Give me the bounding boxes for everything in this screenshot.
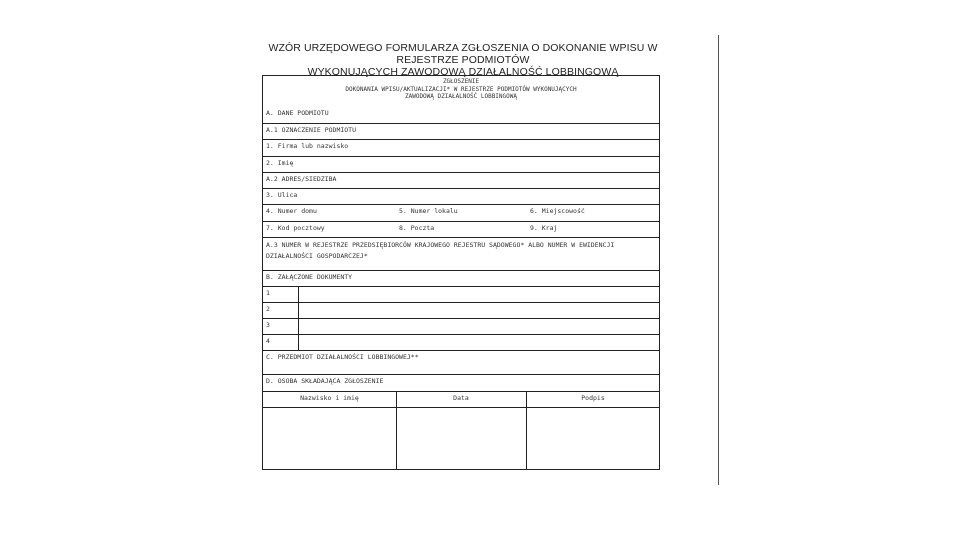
signature-divider-2 xyxy=(526,391,527,470)
doc-row[interactable] xyxy=(263,334,659,345)
a1-label: A.1 OZNACZENIE PODMIOTU xyxy=(266,126,357,134)
doc-row[interactable] xyxy=(263,302,659,313)
document-title xyxy=(243,42,683,78)
a3-label-line2: DZIAŁALNOŚCI GOSPODARCZEJ* xyxy=(266,252,368,260)
form-header-line3: ZAWODOWĄ DZIAŁALNOŚĆ LOBBINGOWĄ xyxy=(405,93,517,100)
row-signature-fields xyxy=(263,407,659,408)
col-date-header: Data xyxy=(453,394,469,402)
row-signature-headers xyxy=(263,391,659,402)
signature-divider-1 xyxy=(396,391,397,470)
document-title-line2: WYKONUJĄCYCH ZAWODOWĄ DZIAŁALNOŚĆ LOBBINGOWĄ xyxy=(307,66,619,78)
section-b-label: B. ZAŁĄCZONE DOKUMENTY xyxy=(266,273,353,281)
city-field[interactable]: 6. Miejscowość xyxy=(530,207,585,215)
section-c-label: C. PRZEDMIOT DZIAŁALNOŚCI LOBBINGOWEJ** xyxy=(266,353,419,361)
section-a-label: A. DANE PODMIOTU xyxy=(266,109,329,117)
street-field: 3. Ulica xyxy=(266,191,298,199)
doc-number-divider xyxy=(298,286,299,350)
row-firm-name[interactable] xyxy=(263,139,659,150)
a3-label-line1: A.3 NUMER W REJESTRZE PRZEDSIĘBIORCÓW KRAJOWEGO REJESTRU SĄDOWEGO* ALBO NUMER W EWIDENCJI xyxy=(266,241,615,249)
doc-number-1: 1 xyxy=(266,289,270,297)
row-street[interactable] xyxy=(263,188,659,199)
firm-name-field: 1. Firma lub nazwisko xyxy=(266,142,349,150)
row-section-d xyxy=(263,374,659,385)
row-first-name[interactable] xyxy=(263,156,659,167)
form-header-line1: ZGŁOSZENIE xyxy=(442,78,480,85)
row-a2 xyxy=(263,172,659,183)
house-number-field[interactable]: 4. Numer domu xyxy=(266,207,317,215)
row-a3[interactable] xyxy=(263,237,659,260)
doc-number-4: 4 xyxy=(266,337,270,345)
a3-label xyxy=(266,240,614,262)
doc-row[interactable] xyxy=(263,318,659,329)
country-field[interactable]: 9. Kraj xyxy=(530,224,558,232)
row-a1 xyxy=(263,123,659,134)
row-section-c[interactable] xyxy=(263,350,659,361)
post-office-field[interactable]: 8. Poczta xyxy=(399,224,435,232)
first-name-field: 2. Imię xyxy=(266,159,294,167)
document-title-line1: WZÓR URZĘDOWEGO FORMULARZA ZGŁOSZENIA O DOKONANIE WPISU W REJESTRZE PODMIOTÓW xyxy=(268,42,658,66)
date-signature-box[interactable] xyxy=(398,409,525,469)
section-d-label: D. OSOBA SKŁADAJĄCA ZGŁOSZENIE xyxy=(266,377,384,385)
a2-label: A.2 ADRES/SIEDZIBA xyxy=(266,175,337,183)
unit-number-field[interactable]: 5. Numer lokalu xyxy=(399,207,458,215)
doc-row[interactable] xyxy=(263,286,659,297)
row-address-numbers xyxy=(263,204,659,215)
col-sign-header: Podpis xyxy=(581,394,605,402)
registration-form xyxy=(262,75,660,470)
signature-box[interactable] xyxy=(528,409,659,469)
form-header-line2: DOKONANIA WPISU/AKTUALIZACJI* W REJESTRZE PODMIOTÓW WYKONUJĄCYCH xyxy=(345,85,577,93)
col-name-header: Nazwisko i imię xyxy=(300,394,359,402)
form-header xyxy=(263,78,659,101)
doc-number-3: 3 xyxy=(266,321,270,329)
doc-number-2: 2 xyxy=(266,305,270,313)
row-section-b xyxy=(263,270,659,281)
page-divider xyxy=(718,35,719,485)
row-postal xyxy=(263,221,659,232)
postal-code-field[interactable]: 7. Kod pocztowy xyxy=(266,224,325,232)
name-signature-box[interactable] xyxy=(264,409,395,469)
